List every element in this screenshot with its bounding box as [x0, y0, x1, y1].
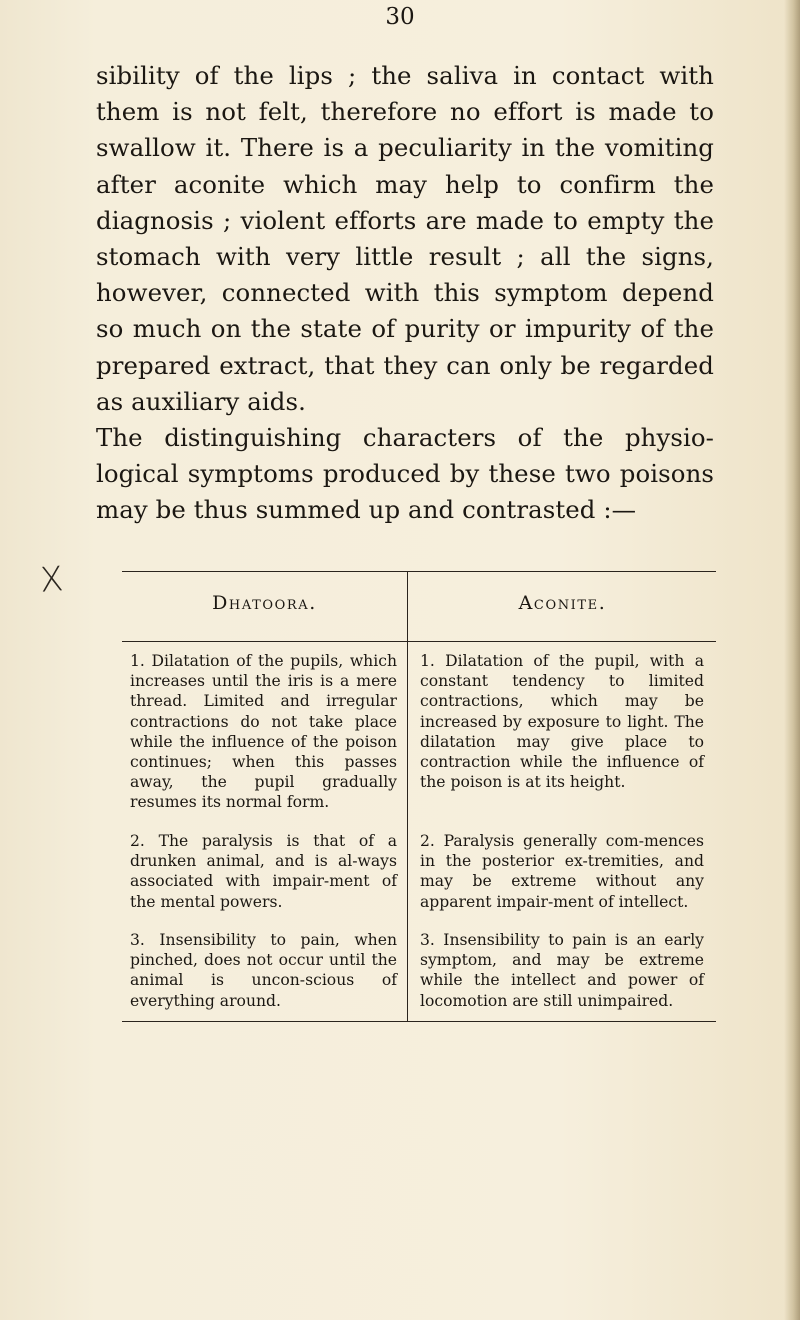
- table-top-rule: [122, 571, 716, 572]
- dhatoora-symptom-2: 2. The paralysis is that of a drunken animal, and is al-ways associated with impair-ment of the mental powers.: [130, 832, 397, 911]
- header-dhatoora: Dhatoora.: [212, 592, 317, 614]
- page-edge-shadow: [784, 0, 800, 1320]
- paragraph-summary-intro: [96, 420, 714, 529]
- paragraph-summary-text: The distinguishing characters of the physio-logical symptoms produced by these two poisons may be thus summed up and contrasted :—: [96, 423, 714, 525]
- header-aconite: Aconite.: [518, 592, 607, 614]
- table-header-rule: [122, 641, 716, 642]
- page-number: 30: [385, 4, 415, 30]
- aconite-symptom-1: 1. Dilatation of the pupil, with a constant tendency to limited contractions, which may be increased by exposure to light. The dilatation may give place to contraction while the influence of the poison is at its height.: [420, 652, 704, 792]
- dhatoora-symptom-1: 1. Dilatation of the pupils, which increases until the iris is a mere thread. Limited and irregular contractions do not take place while the influence of the poison continues; when this passes away, the pupil gradually resumes its normal form.: [130, 652, 397, 812]
- aconite-symptom-3: 3. Insensibility to pain is an early symptom, and may be extreme while the intellect and power of locomotion are still unimpaired.: [420, 931, 704, 1010]
- paragraph-continued: sibility of the lips ; the saliva in contact with them is not felt, therefore no effort is made to swallow it. There is a peculiarity in the vomiting after aconite which may help to confirm the diagnosis ; violent efforts are made to empty the stomach with very little result ; all the signs, however, connected with this symptom depend so much on the state of purity or impurity of the prepared extract, that they can only be regarded as auxiliary aids.: [96, 61, 714, 416]
- table-column-divider: [407, 571, 408, 1021]
- aconite-symptom-2: 2. Paralysis generally com-mences in the posterior ex-tremities, and may be extreme without any apparent impair-ment of intellect.: [420, 832, 704, 911]
- margin-x-mark: X: [38, 559, 65, 601]
- table-bottom-rule: [122, 1021, 716, 1022]
- body-text: [96, 58, 714, 529]
- dhatoora-symptom-3: 3. Insensibility to pain, when pinched, does not occur until the animal is uncon-scious of everything around.: [130, 931, 397, 1010]
